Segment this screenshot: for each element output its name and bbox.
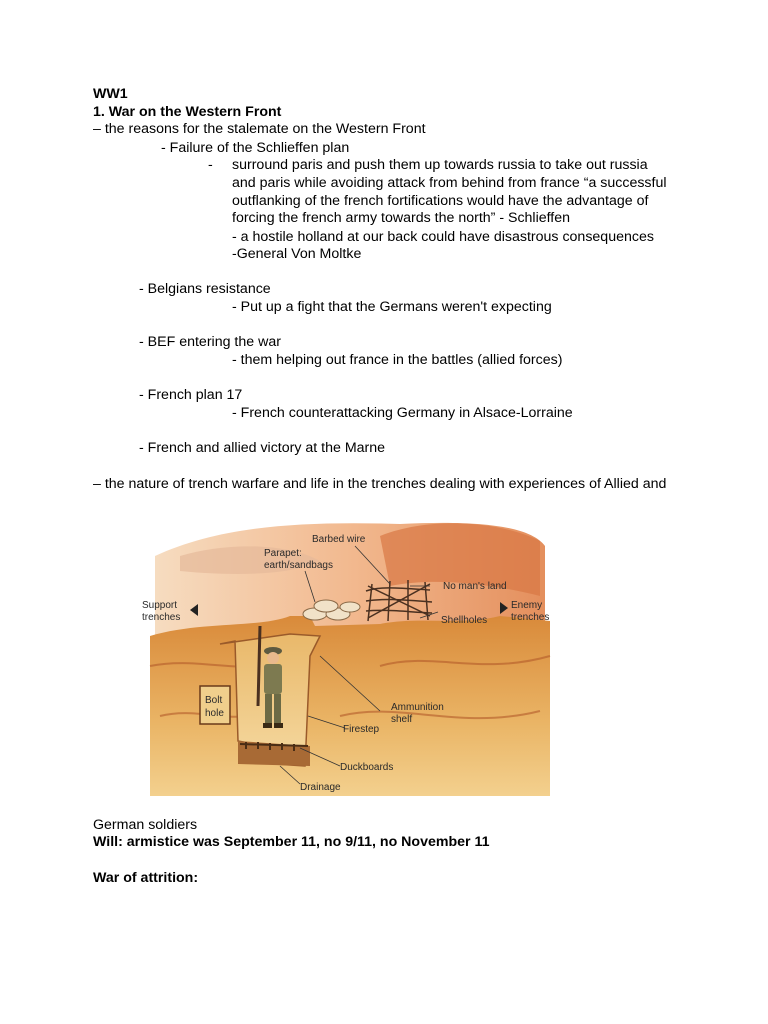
caption-german-soldiers: German soldiers (93, 817, 198, 833)
label-drainage: Drainage (300, 782, 341, 793)
moltke-quote: - a hostile holland at our back could have disastrous consequences (232, 229, 654, 245)
bullet-trench-warfare: – the nature of trench warfare and life in the trenches dealing with experiences of Allied and (93, 476, 667, 492)
heading-war-of-attrition: War of attrition: (93, 870, 199, 886)
label-bolt: Bolt (205, 695, 223, 706)
item-bef: - BEF entering the war (139, 334, 281, 350)
item-belgians-detail: - Put up a fight that the Germans weren't expecting (232, 299, 552, 315)
note-will-armistice: Will: armistice was September 11, no 9/11, no November 11 (93, 834, 490, 850)
label-shellholes: Shellholes (441, 615, 488, 626)
label-support: Support (142, 600, 178, 611)
schlieffen-line-1: surround paris and push them up towards russia to take out russia (232, 157, 648, 173)
trench-diagram-svg (140, 516, 560, 806)
item-bef-detail: - them helping out france in the battles (allied forces) (232, 352, 563, 368)
item-plan17-detail: - French counterattacking Germany in Alsace-Lorraine (232, 405, 573, 421)
doc-title: WW1 (93, 86, 128, 102)
schlieffen-line-2: and paris while avoiding attack from behind from france “a successful (232, 175, 667, 191)
label-parapet: Parapet: (264, 548, 302, 559)
schlieffen-line-3: outflanking of the french fortifications would have the advantage of (232, 193, 649, 209)
trench-diagram (140, 516, 560, 806)
section-heading: 1. War on the Western Front (93, 104, 282, 120)
label-enemy: Enemy (511, 600, 543, 611)
label-parapet-sub: earth/sandbags (264, 560, 333, 571)
label-bolt-sub: hole (205, 708, 224, 719)
sub-schlieffen: - Failure of the Schlieffen plan (161, 140, 350, 156)
bullet-stalemate: – the reasons for the stalemate on the Western Front (93, 121, 426, 137)
sub-dash: - (208, 157, 213, 173)
item-marne: - French and allied victory at the Marne (139, 440, 386, 456)
item-belgians: - Belgians resistance (139, 281, 271, 297)
label-firestep: Firestep (343, 724, 380, 735)
schlieffen-line-4: forcing the french army towards the north” - Schlieffen (232, 210, 571, 226)
label-no-mans-land: No man's land (443, 581, 507, 592)
label-ammunition-sub: shelf (391, 714, 413, 725)
item-plan17: - French plan 17 (139, 387, 243, 403)
label-ammunition: Ammunition (391, 702, 444, 713)
label-duckboards: Duckboards (340, 762, 394, 773)
label-enemy-sub: trenches (511, 612, 550, 623)
label-support-sub: trenches (142, 612, 181, 623)
moltke-attribution: -General Von Moltke (232, 246, 362, 262)
label-barbed-wire: Barbed wire (312, 534, 366, 545)
